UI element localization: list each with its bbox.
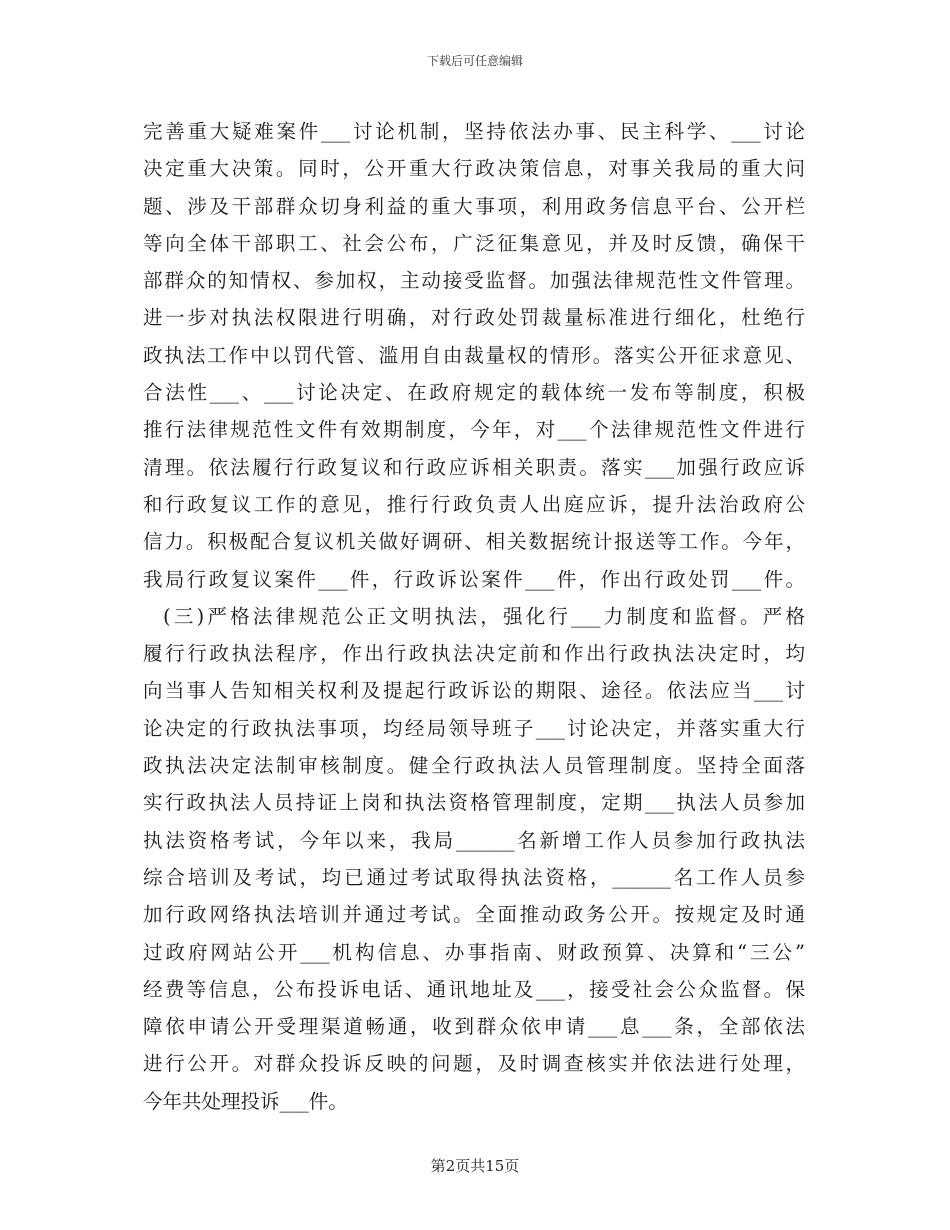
- text-line: 执法资格考试，今年以来，我局______名新增工作人员参加行政执法: [143, 828, 805, 852]
- document-body: [143, 113, 805, 1120]
- text-line: 实行政执法人员持证上岗和执法资格管理制度，定期___执法人员参加: [143, 791, 805, 815]
- text-line: 清理。依法履行行政复议和行政应诉相关职责。落实___加强行政应诉: [143, 455, 805, 479]
- text-line: 决定重大决策。同时，公开重大行政决策信息，对事关我局的重大问: [143, 157, 805, 181]
- text-line: 履行行政执法程序，作出行政执法决定前和作出行政执法决定时，均: [143, 642, 805, 666]
- text-line: 向当事人告知相关权利及提起行政诉讼的期限、途径。依法应当___讨: [143, 679, 805, 703]
- page-header: 下载后可任意编辑: [426, 54, 523, 68]
- text-line: 经费等信息，公布投诉电话、通讯地址及___，接受社会公众监督。保: [143, 977, 805, 1001]
- text-line: 完善重大疑难案件___讨论机制，坚持依法办事、民主科学、___讨论: [143, 120, 805, 143]
- text-line: 过政府网站公开___机构信息、办事指南、财政预算、决算和“三公”: [143, 940, 805, 964]
- section-heading-line: (三)严格法律规范公正文明执法，强化行___力制度和监督。严格: [163, 604, 805, 628]
- text-line: 等向全体干部职工、社会公布，广泛征集意见，并及时反馈，确保干: [143, 231, 805, 255]
- text-line: 政执法工作中以罚代管、滥用自由裁量权的情形。落实公开征求意见、: [143, 343, 805, 367]
- text-line: 和行政复议工作的意见，推行行政负责人出庭应诉，提升法治政府公: [143, 492, 805, 516]
- text-line: 进一步对执法权限进行明确，对行政处罚裁量标准进行细化，杜绝行: [143, 306, 805, 330]
- text-line: 进行公开。对群众投诉反映的问题，及时调查核实并依法进行处理，: [143, 1052, 805, 1076]
- text-line: 合法性___、___讨论决定、在政府规定的载体统一发布等制度，积极: [143, 381, 805, 405]
- text-line: 部群众的知情权、参加权，主动接受监督。加强法律规范性文件管理。: [143, 269, 805, 293]
- text-line: 推行法律规范性文件有效期制度，今年，对___个法律规范性文件进行: [143, 418, 805, 442]
- text-line: 加行政网络执法培训并通过考试。全面推动政务公开。按规定及时通: [143, 903, 805, 927]
- page-number: 第2页共15页: [430, 1157, 520, 1175]
- text-line: 政执法决定法制审核制度。健全行政执法人员管理制度。坚持全面落: [143, 754, 805, 778]
- text-line: 综合培训及考试，均已通过考试取得执法资格，______名工作人员参: [143, 865, 805, 889]
- text-line: 论决定的行政执法事项，均经局领导班子___讨论决定，并落实重大行: [143, 716, 805, 740]
- text-line-last: 今年共处理投诉___件。: [143, 1089, 348, 1113]
- text-line: 信力。积极配合复议机关做好调研、相关数据统计报送等工作。今年，: [143, 530, 805, 554]
- text-line: 题、涉及干部群众切身利益的重大事项，利用政务信息平台、公开栏: [143, 194, 805, 218]
- text-line: 我局行政复议案件___件，行政诉讼案件___件，作出行政处罚___件。: [143, 567, 805, 591]
- text-line: 障依申请公开受理渠道畅通，收到群众依申请___息___条，全部依法: [143, 1015, 805, 1039]
